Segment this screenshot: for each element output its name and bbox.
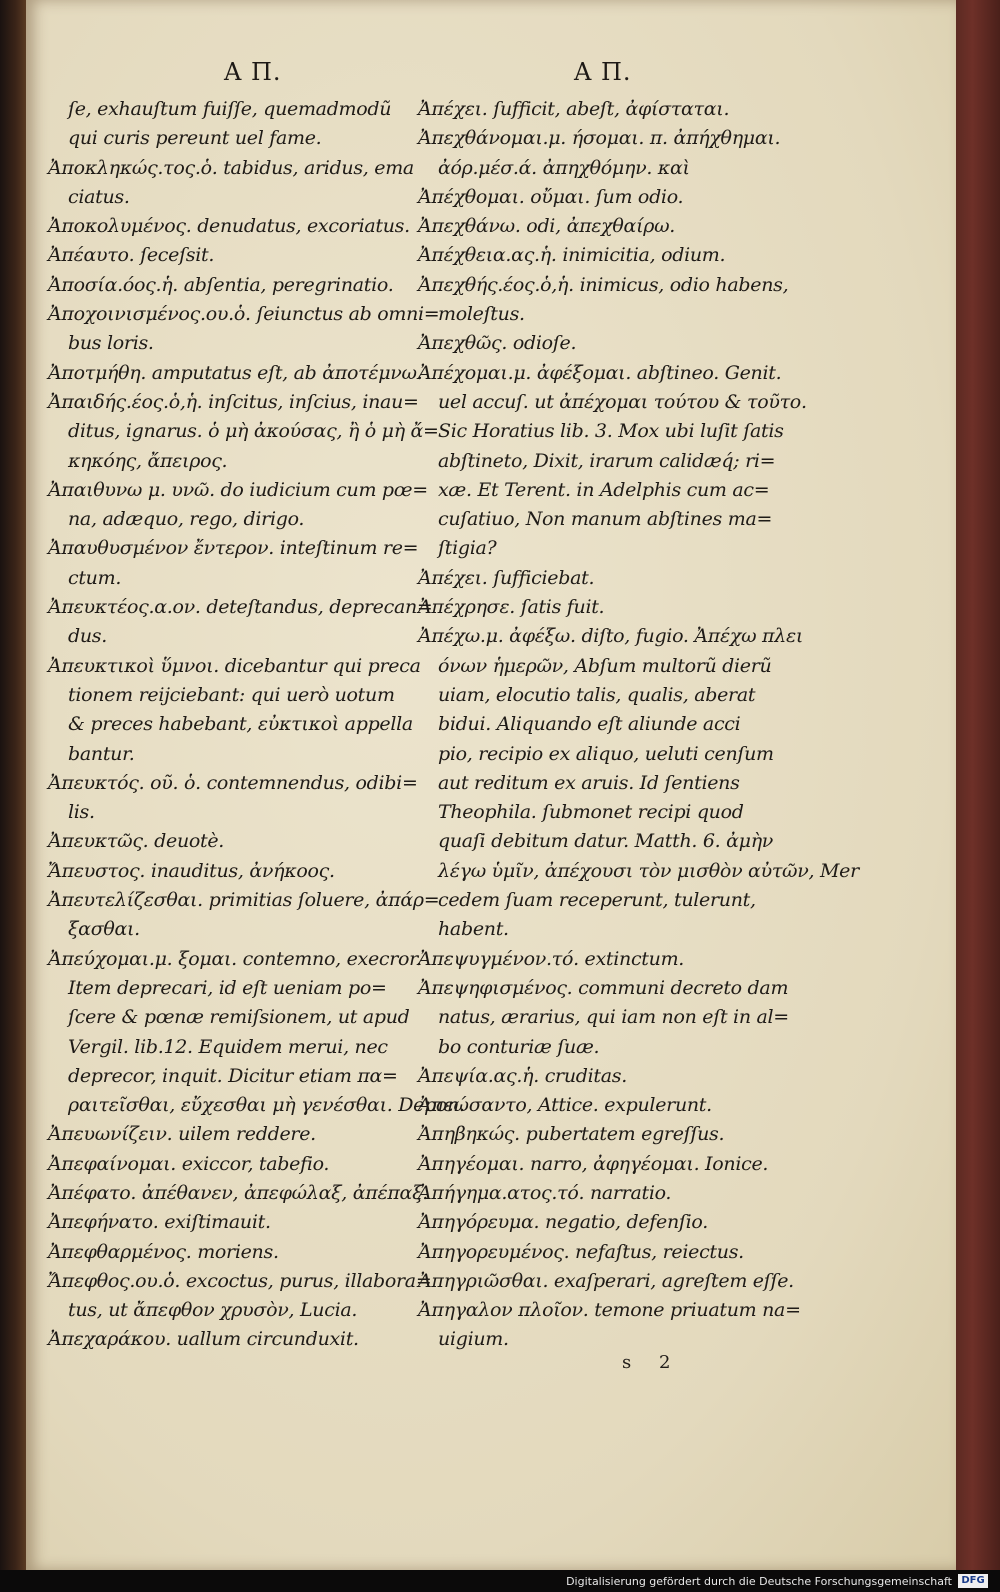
entry-headword-line: Ἀπευκτός. οῦ. ὁ. contemnendus, odibi= [48, 771, 418, 794]
entry-continuation-line: quaſi debitum datur. Matth. 6. ἀμὴν [438, 830, 774, 853]
entry-headword-line: Ἀπαιδής.έος.ὁ,ἡ. inſcitus, inſcius, inau= [48, 390, 419, 413]
entry-headword-line: Ἀπηγαλον πλοῖον. temone priuatum na= [418, 1299, 801, 1322]
entry-continuation-line: bus loris. [68, 332, 154, 355]
entry-continuation-line: ditus, ignarus. ὁ μὴ ἀκούσας, ἢ ὁ μὴ ἄ= [68, 420, 439, 443]
entry-headword-line: Ἀποσία.όος.ἡ. abſentia, peregrinatio. [48, 273, 394, 296]
entry-headword-line: Ἀπηγορευμένος. nefaſtus, reiectus. [418, 1240, 744, 1263]
entry-headword-line: Ἀπέχθεια.ας.ἡ. inimicitia, odium. [418, 244, 726, 267]
entry-continuation-line: ἀόρ.μέσ.ά. ἀπηχθόμην. καὶ [438, 156, 690, 179]
entry-headword-line: Ἀπαυθυσμένον ἔντερον. inteſtinum re= [48, 537, 419, 560]
entry-headword-line: Ἀπεχθάνω. odi, ἀπεχθαίρω. [418, 215, 676, 238]
entry-headword-line: Ἀπεύχομαι.μ. ξομαι. contemno, execror. [48, 947, 422, 970]
entry-continuation-line: tus, ut ἄπεφθον χρυσὸν, Lucia. [68, 1299, 358, 1322]
entry-headword-line: Ἀπευκτέος.α.ον. deteſtandus, deprecan= [48, 596, 433, 619]
entry-continuation-line: uiam, elocutio talis, qualis, aberat [438, 683, 756, 706]
entry-headword-line: Ἀπευκτῶς. deuotè. [48, 830, 225, 853]
entry-headword-line: Ἀπευκτικοὶ ὕμνοι. dicebantur qui preca [48, 654, 421, 677]
entry-headword-line: Ἀπεχθάνομαι.μ. ήσομαι. π. ἀπήχθημαι. [418, 127, 781, 150]
entry-continuation-line: Item deprecari, id eſt ueniam po= [68, 976, 387, 999]
dfg-logo: DFG [958, 1574, 988, 1588]
entry-continuation-line: moleſtus. [438, 303, 525, 326]
left-column [48, 95, 465, 1355]
entry-continuation-line: cuſatiuo, Non manum abſtines ma= [438, 508, 773, 531]
entry-headword-line: Ἀπεχαράκου. uallum circunduxit. [48, 1328, 359, 1351]
entry-headword-line: Ἀπέχομαι.μ. ἀφέξομαι. abſtineo. Genit. [418, 361, 782, 384]
entry-headword-line: Ἀπεφήνατο. exiſtimauit. [48, 1211, 271, 1234]
entry-headword-line: Ἀπηβηκώς. pubertatem egreſſus. [418, 1123, 725, 1146]
entry-headword-line: Ἀπέχρησε. ſatis fuit. [418, 596, 605, 619]
entry-continuation-line: Theophila. ſubmonet recipi quod [438, 801, 744, 824]
entry-headword-line: Ἀπευωνίζειν. uilem reddere. [48, 1123, 316, 1146]
entry-headword-line: Ἀπεχθής.έος.ὁ,ἡ. inimicus, odio habens, [418, 273, 789, 296]
entry-continuation-line: aut reditum ex aruis. Id ſentiens [438, 771, 740, 794]
entry-headword-line: Ἀπεφθαρμένος. moriens. [48, 1240, 279, 1263]
entry-headword-line: Ἀποκολυμένος. denudatus, excoriatus. [48, 215, 410, 238]
entry-continuation-line: ſe, exhauſtum fuiſſe, quemadmodũ [68, 98, 392, 120]
entry-continuation-line: uigium. [438, 1328, 509, 1351]
entry-headword-line: Ἀποτμήθη. amputatus eſt, ab ἀποτέμνω. [48, 361, 423, 384]
entry-headword-line: Ἀπήγημα.ατος.τό. narratio. [418, 1181, 672, 1204]
entry-headword-line: Ἀποκληκώς.τος.ὁ. tabidus, aridus, ema [48, 156, 414, 179]
entry-headword-line: Ἀπεψυγμένον.τό. extinctum. [418, 947, 685, 970]
entry-continuation-line: λέγω ὑμῖν, ἀπέχουσι τὸν μισθὸν αὐτῶν, Mer [438, 859, 859, 882]
entry-headword-line: Ἀπεψία.ας.ἡ. cruditas. [418, 1064, 627, 1087]
entry-headword-line: Ἀπεφαίνομαι. exiccor, tabefio. [48, 1152, 330, 1175]
entry-continuation-line: na, adæquo, rego, dirigo. [68, 508, 305, 531]
entry-continuation-line: natus, ærarius, qui iam non eſt in al= [438, 1006, 789, 1029]
entry-continuation-line: uel accuſ. ut ἀπέχομαι τούτου & τοῦτο. [438, 390, 807, 413]
entry-continuation-line: habent. [438, 918, 509, 941]
entry-continuation-line: pio, recipio ex aliquo, ueluti cenſum [438, 742, 774, 765]
entry-continuation-line: abſtineto, Dixit, irarum calidæq́; ri= [438, 449, 776, 472]
entry-headword-line: Ἀπευτελίζεσθαι. primitias ſoluere, ἀπάρ= [48, 889, 440, 912]
entry-continuation-line: cedem ſuam receperunt, tulerunt, [438, 889, 756, 912]
entry-headword-line: Ἀπεψηφισμένος. communi decreto dam [418, 976, 789, 999]
book-page [26, 0, 956, 1570]
entry-headword-line: Ἀποχοινισμένος.ου.ὁ. ſeiunctus ab omni= [48, 303, 440, 326]
entry-headword-line: Ἀπηγόρευμα. negatio, defenſio. [418, 1211, 708, 1234]
entry-continuation-line: lis. [68, 801, 95, 824]
entry-continuation-line: ctum. [68, 566, 122, 589]
running-head-right: A Π. [574, 58, 632, 86]
entry-continuation-line: deprecor, inquit. Dicitur etiam πα= [68, 1064, 398, 1087]
entry-continuation-line: dus. [68, 625, 107, 648]
entry-headword-line: Ἀπηγέομαι. narro, ἀφηγέομαι. Ionice. [418, 1152, 769, 1175]
entry-headword-line: Ἀπέφατο. ἀπέθανεν, ἀπεφώλαξ, ἀπέπαξ. [48, 1181, 428, 1204]
entry-headword-line: Ἀπεχθῶς. odioſe. [418, 332, 577, 355]
entry-continuation-line: & preces habebant, εὐκτικοὶ appella [68, 713, 413, 736]
entry-headword-line: Ἀπηγριῶσθαι. exaſperari, agreſtem eſſe. [418, 1269, 794, 1292]
footer-credit: Digitalisierung gefördert durch die Deutsche Forschungsgemeinschaft [566, 1575, 952, 1588]
entry-headword-line: Ἀπέαυτο. ſeceſsit. [48, 244, 215, 267]
entry-headword-line: Ἀπέχει. ſufficit, abeſt, ἀφίσταται. [418, 98, 730, 120]
entry-continuation-line: όνων ἡμερῶν, Abſum multorũ dierũ [438, 654, 772, 677]
entry-continuation-line: qui curis pereunt uel fame. [68, 127, 322, 150]
scan-edge-right [954, 0, 1000, 1570]
running-head-left: A Π. [224, 58, 282, 86]
entry-continuation-line: tionem reijciebant: qui uerò uotum [68, 683, 395, 706]
entry-continuation-line: xæ. Et Terent. in Adelphis cum ac= [438, 478, 770, 501]
entry-continuation-line: bantur. [68, 742, 135, 765]
entry-continuation-line: Vergil. lib.12. Equidem merui, nec [68, 1035, 388, 1058]
entry-continuation-line: ραιτεῖσθαι, εὔχεσθαι μὴ γενέσθαι. Depon. [68, 1094, 465, 1117]
entry-headword-line: Ἄπευστος. inauditus, ἀνήκοος. [48, 859, 335, 882]
entry-continuation-line: ξασθαι. [68, 918, 140, 941]
scan-edge-left [0, 0, 26, 1592]
entry-headword-line: Ἄπεφθος.ου.ὁ. excoctus, purus, illabora= [48, 1269, 432, 1292]
entry-continuation-line: ciatus. [68, 185, 130, 208]
right-column [418, 95, 859, 1355]
entry-headword-line: Ἀπεώσαντο, Attice. expulerunt. [418, 1094, 712, 1117]
entry-continuation-line: ſtigia? [438, 537, 497, 560]
entry-continuation-line: ſcere & pœnæ remiſsionem, ut apud [68, 1006, 410, 1029]
entry-continuation-line: Sic Horatius lib. 3. Mox ubi luſit ſatis [438, 420, 784, 443]
entry-headword-line: Ἀπέχει. ſufficiebat. [418, 566, 595, 589]
signature-mark: s 2 [622, 1352, 671, 1373]
entry-continuation-line: κηκόης, ἄπειρος. [68, 449, 228, 472]
entry-headword-line: Ἀπέχω.μ. ἀφέξω. diſto, fugio. Ἀπέχω πλει [418, 625, 803, 648]
entry-headword-line: Ἀπαιθυνω μ. υνῶ. do iudicium cum pœ= [48, 478, 428, 501]
entry-continuation-line: bo conturiæ ſuæ. [438, 1035, 600, 1058]
entry-headword-line: Ἀπέχθομαι. οὔμαι. ſum odio. [418, 185, 684, 208]
entry-continuation-line: bidui. Aliquando eſt aliunde acci [438, 713, 741, 736]
